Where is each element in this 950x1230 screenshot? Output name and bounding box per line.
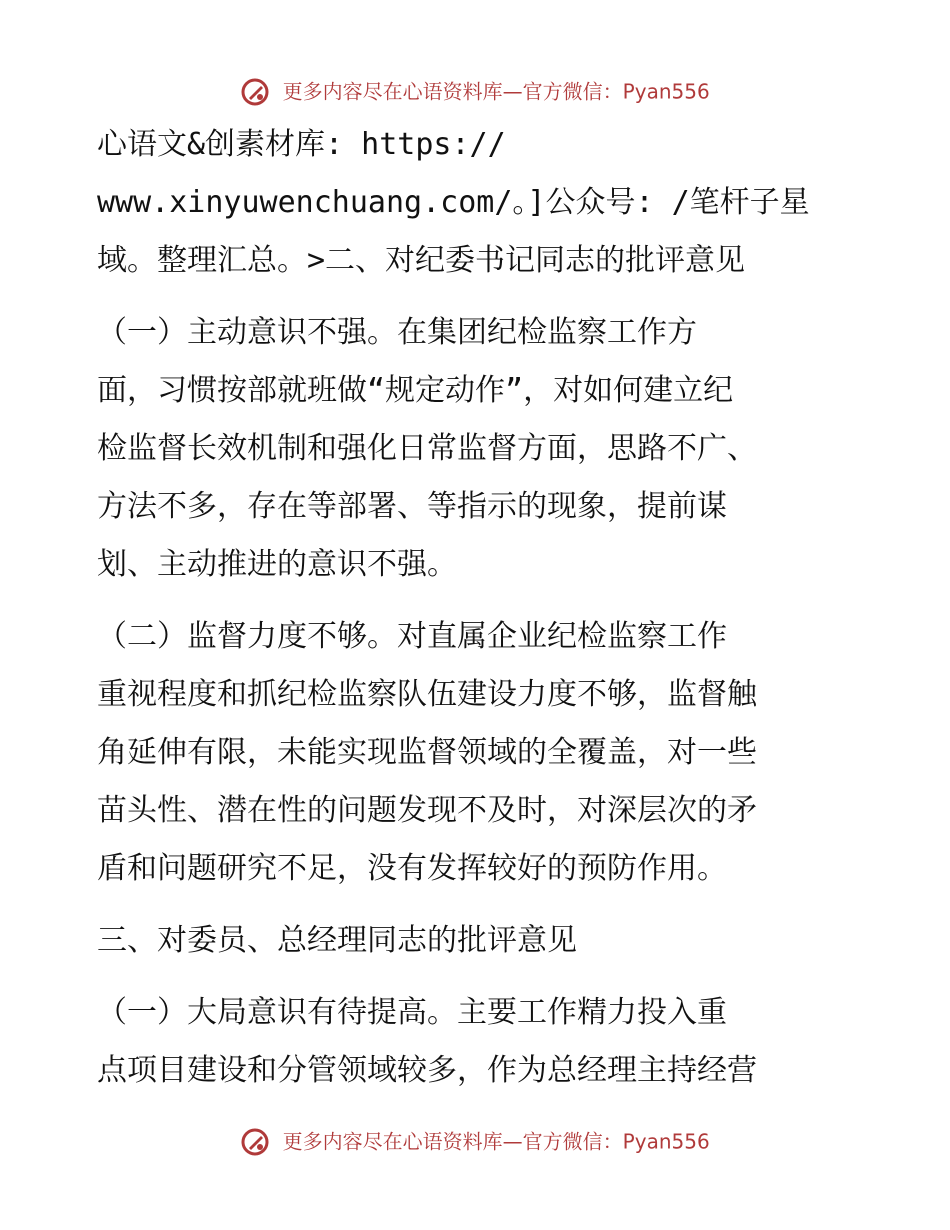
text-line: www.xinyuwenchuang.com/。]公众号: /笔杆子星	[97, 185, 810, 220]
watermark-wechat: Pyan556	[622, 1129, 710, 1154]
watermark-text: 更多内容尽在心语资料库—官方微信：	[282, 1129, 623, 1154]
footer-watermark	[0, 1126, 950, 1157]
pen-logo-icon	[240, 77, 270, 107]
watermark-wechat: Pyan556	[622, 79, 710, 104]
text-line: （一）大局意识有待提高。主要工作精力投入重	[97, 995, 727, 1030]
text-line: 心语文&创素材库: https://	[97, 127, 506, 162]
text-line: 检监督长效机制和强化日常监督方面，思路不广、	[97, 431, 757, 466]
text-line: 域。整理汇总。>二、对纪委书记同志的批评意见	[97, 243, 746, 278]
text-line: 点项目建设和分管领域较多，作为总经理主持经营	[97, 1053, 757, 1088]
watermark-text: 更多内容尽在心语资料库—官方微信：	[282, 79, 623, 104]
header-watermark	[0, 76, 950, 107]
text-line: 苗头性、潜在性的问题发现不及时，对深层次的矛	[97, 793, 757, 828]
text-line: 重视程度和抓纪检监察队伍建设力度不够，监督触	[97, 677, 757, 712]
section-heading: 三、对委员、总经理同志的批评意见	[97, 923, 577, 958]
text-line: 盾和问题研究不足，没有发挥较好的预防作用。	[97, 851, 727, 886]
text-line: 划、主动推进的意识不强。	[97, 547, 457, 582]
document-body	[97, 116, 857, 1100]
text-line: （二）监督力度不够。对直属企业纪检监察工作	[97, 619, 727, 654]
text-line: 角延伸有限，未能实现监督领域的全覆盖，对一些	[97, 735, 757, 770]
text-line: 面，习惯按部就班做“规定动作”，对如何建立纪	[97, 373, 734, 408]
pen-logo-icon	[240, 1127, 270, 1157]
text-line: （一）主动意识不强。在集团纪检监察工作方	[97, 315, 697, 350]
text-line: 方法不多，存在等部署、等指示的现象，提前谋	[97, 489, 727, 524]
